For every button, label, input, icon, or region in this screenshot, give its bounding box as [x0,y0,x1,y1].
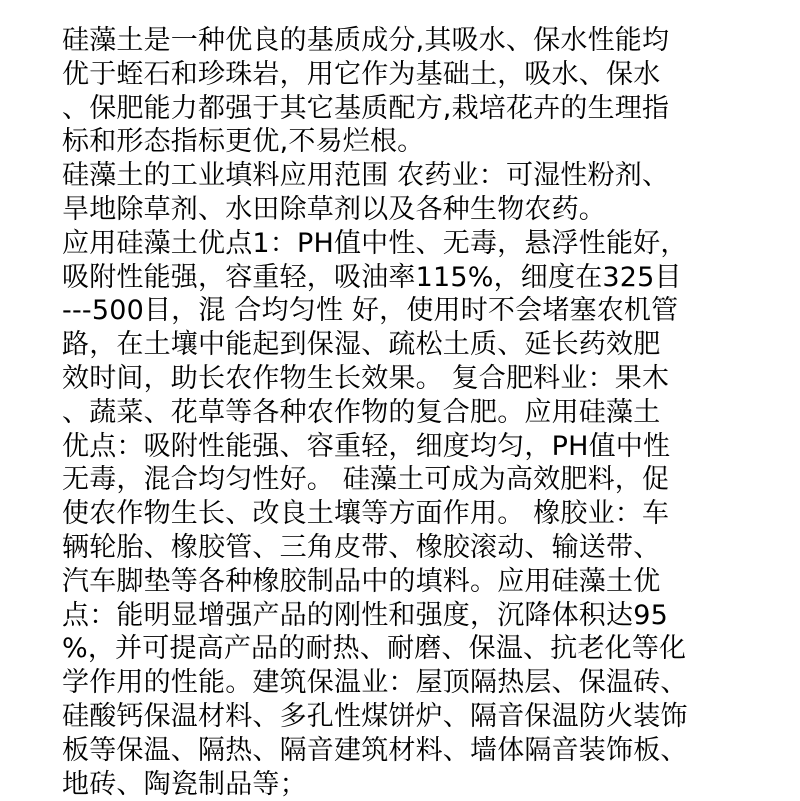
text-line: 吸附性能强，容重轻，吸油率115%，细度在325目 [62,261,682,293]
text-line: 硅藻土是一种优良的基质成分,其吸水、保水性能均 [62,25,670,56]
text-line: 汽车脚垫等各种橡胶制品中的填料。应用硅藻土优 [62,565,661,597]
text-line: 点：能明显增强产品的刚性和强度，沉降体积达95 [62,599,668,631]
text-line: 板等保温、隔热、隔音建筑材料、墙体隔音装饰板、 [62,734,688,766]
text-line: %，并可提高产品的耐热、耐磨、保温、抗老化等化 [62,633,687,665]
text-line: 路，在土壤中能起到保湿、疏松土质、延长药效肥 [62,329,661,361]
text-line: 、保肥能力都强于其它基质配方,栽培花卉的生理指 [62,92,670,124]
text-line: 地砖、陶瓷制品等； [62,768,307,800]
text-line: 无毒，混合均匀性好。 硅藻土可成为高效肥料，促 [62,464,670,496]
text-line: 优于蛭石和珍珠岩，用它作为基础土，吸水、保水 [62,58,661,90]
text-line: 标和形态指标更优,不易烂根。 [62,126,425,158]
text-line: ---500目，混 合均匀性 好，使用时不会堵塞农机管 [62,295,679,327]
text-line: 辆轮胎、橡胶管、三角皮带、橡胶滚动、输送带、 [62,531,661,563]
text-line: 硅酸钙保温材料、多孔性煤饼炉、隔音保温防火装饰 [62,700,688,732]
text-line: 应用硅藻土优点1：PH值中性、无毒，悬浮性能好， [62,227,688,259]
text-line: 优点：吸附性能强、容重轻，细度均匀，PH值中性 [62,430,671,462]
text-line: 使农作物生长、改良土壤等方面作用。 橡胶业：车 [62,498,670,530]
text-line: 硅藻土的工业填料应用范围 农药业：可湿性粉剂、 [62,160,670,192]
text-line: 、蔬菜、花草等各种农作物的复合肥。应用硅藻土 [62,396,661,428]
text-line: 学作用的性能。建筑保温业：屋顶隔热层、保温砖、 [62,667,688,699]
text-line: 旱地除草剂、水田除草剂以及各种生物农药。 [62,193,606,225]
text-line: 效时间，助长农作物生长效果。 复合肥料业：果木 [62,362,670,394]
document-text-block [62,24,752,801]
